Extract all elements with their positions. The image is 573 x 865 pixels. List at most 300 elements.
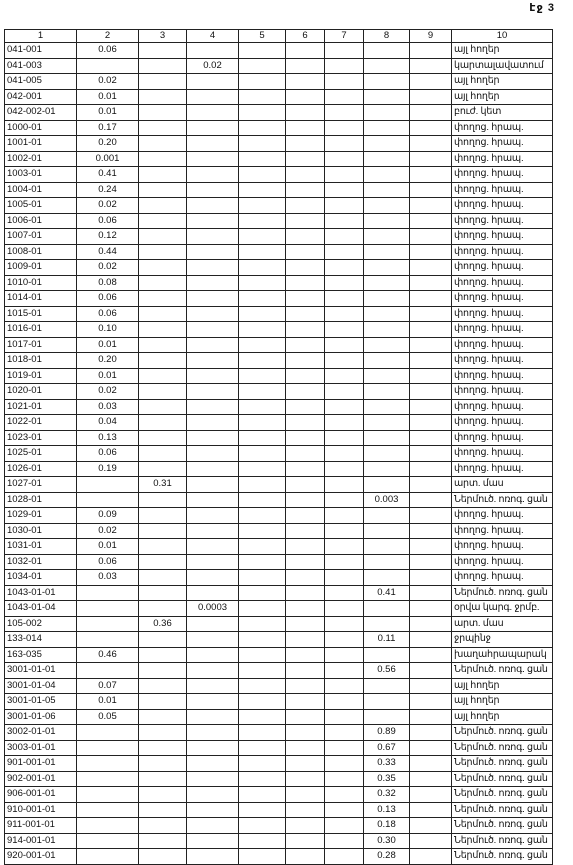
area-cell — [410, 663, 452, 679]
area-cell — [286, 244, 325, 260]
parcel-code-cell: 1027-01 — [5, 477, 77, 493]
parcel-code-cell: 041-003 — [5, 58, 77, 74]
area-cell — [364, 105, 410, 121]
area-cell — [187, 725, 239, 741]
area-cell — [139, 663, 187, 679]
area-cell — [325, 430, 364, 446]
area-cell — [325, 632, 364, 648]
area-cell — [325, 477, 364, 493]
area-cell — [187, 709, 239, 725]
area-cell — [139, 632, 187, 648]
area-cell — [410, 539, 452, 555]
area-cell — [286, 275, 325, 291]
area-cell — [364, 694, 410, 710]
purpose-cell: փողոց. հրապ. — [452, 213, 553, 229]
area-cell — [239, 523, 286, 539]
area-cell — [410, 43, 452, 59]
area-cell — [187, 818, 239, 834]
area-cell — [364, 384, 410, 400]
parcel-code-cell: 1022-01 — [5, 415, 77, 431]
area-cell — [139, 89, 187, 105]
parcel-code-cell: 133-014 — [5, 632, 77, 648]
area-cell — [187, 678, 239, 694]
area-cell: 0.06 — [77, 554, 139, 570]
area-cell: 0.46 — [77, 647, 139, 663]
purpose-cell: փողոց. հրապ. — [452, 415, 553, 431]
area-cell: 0.04 — [77, 415, 139, 431]
area-cell — [139, 430, 187, 446]
area-cell — [139, 105, 187, 121]
area-cell — [239, 306, 286, 322]
area-cell — [239, 89, 286, 105]
area-cell — [77, 787, 139, 803]
area-cell — [187, 647, 239, 663]
area-cell — [286, 771, 325, 787]
area-cell — [286, 229, 325, 245]
area-cell — [187, 306, 239, 322]
area-cell — [239, 353, 286, 369]
table-row — [5, 523, 553, 539]
parcel-code-cell: 1043-01-01 — [5, 585, 77, 601]
area-cell — [364, 291, 410, 307]
parcel-code-cell: 3001-01-06 — [5, 709, 77, 725]
area-cell — [325, 678, 364, 694]
area-cell — [239, 570, 286, 586]
area-cell — [286, 74, 325, 90]
table-row — [5, 384, 553, 400]
area-cell — [239, 771, 286, 787]
area-cell — [410, 570, 452, 586]
area-cell — [139, 461, 187, 477]
area-cell — [239, 833, 286, 849]
area-cell — [77, 477, 139, 493]
area-cell — [410, 415, 452, 431]
parcel-code-cell: 3002-01-01 — [5, 725, 77, 741]
table-body — [5, 43, 553, 865]
purpose-cell: փողոց. հրապ. — [452, 539, 553, 555]
area-cell — [325, 725, 364, 741]
area-cell — [139, 182, 187, 198]
area-cell — [77, 663, 139, 679]
table-row — [5, 74, 553, 90]
area-cell — [239, 647, 286, 663]
parcel-code-cell: 1029-01 — [5, 508, 77, 524]
area-cell — [139, 399, 187, 415]
parcel-code-cell: 1032-01 — [5, 554, 77, 570]
area-cell — [139, 833, 187, 849]
area-cell: 0.06 — [77, 446, 139, 462]
parcel-code-cell: 1016-01 — [5, 322, 77, 338]
parcel-code-cell: 1026-01 — [5, 461, 77, 477]
area-cell — [286, 663, 325, 679]
area-cell: 0.20 — [77, 353, 139, 369]
area-cell — [187, 167, 239, 183]
area-cell — [239, 616, 286, 632]
table-row — [5, 198, 553, 214]
area-cell — [139, 802, 187, 818]
area-cell — [410, 446, 452, 462]
parcel-code-cell: 163-035 — [5, 647, 77, 663]
parcel-code-cell: 1001-01 — [5, 136, 77, 152]
area-cell — [239, 275, 286, 291]
area-cell — [139, 508, 187, 524]
area-cell — [286, 461, 325, 477]
area-cell — [187, 492, 239, 508]
area-cell — [187, 430, 239, 446]
area-cell — [364, 275, 410, 291]
area-cell — [364, 260, 410, 276]
area-cell — [410, 353, 452, 369]
parcel-code-cell: 901-001-01 — [5, 756, 77, 772]
area-cell: 0.02 — [77, 523, 139, 539]
area-cell — [187, 740, 239, 756]
area-cell — [410, 554, 452, 570]
area-cell — [187, 275, 239, 291]
area-cell — [286, 43, 325, 59]
area-cell — [139, 151, 187, 167]
area-cell — [239, 446, 286, 462]
purpose-cell: Ներմուծ. ոռոգ. ցան — [452, 585, 553, 601]
area-cell — [187, 461, 239, 477]
area-cell — [325, 291, 364, 307]
parcel-code-cell: 906-001-01 — [5, 787, 77, 803]
parcel-code-cell: 3003-01-01 — [5, 740, 77, 756]
area-cell — [139, 709, 187, 725]
area-cell: 0.07 — [77, 678, 139, 694]
area-cell — [325, 58, 364, 74]
parcel-code-cell: 3001-01-04 — [5, 678, 77, 694]
area-cell — [187, 43, 239, 59]
area-cell — [139, 554, 187, 570]
table-row — [5, 368, 553, 384]
purpose-cell: Ներմուծ. ոռոգ. ցան — [452, 492, 553, 508]
table-row — [5, 353, 553, 369]
area-cell — [286, 415, 325, 431]
area-cell — [325, 647, 364, 663]
purpose-cell: փողոց. հրապ. — [452, 554, 553, 570]
area-cell — [139, 849, 187, 865]
area-cell — [410, 399, 452, 415]
area-cell — [410, 74, 452, 90]
area-cell — [410, 802, 452, 818]
area-cell — [325, 756, 364, 772]
purpose-cell: փողոց. հրապ. — [452, 167, 553, 183]
area-cell — [325, 787, 364, 803]
area-cell — [187, 89, 239, 105]
area-cell — [410, 756, 452, 772]
area-cell — [364, 601, 410, 617]
table-row — [5, 120, 553, 136]
area-cell: 0.03 — [77, 570, 139, 586]
area-cell — [364, 198, 410, 214]
area-cell — [187, 616, 239, 632]
area-cell: 0.13 — [77, 430, 139, 446]
area-cell — [364, 43, 410, 59]
area-cell — [139, 198, 187, 214]
area-cell — [364, 508, 410, 524]
area-cell — [187, 74, 239, 90]
area-cell — [364, 353, 410, 369]
area-cell — [325, 663, 364, 679]
area-cell — [139, 260, 187, 276]
area-cell — [364, 399, 410, 415]
area-cell — [139, 725, 187, 741]
purpose-cell: այլ հողեր — [452, 709, 553, 725]
purpose-cell: այլ հողեր — [452, 89, 553, 105]
area-cell — [239, 818, 286, 834]
area-cell — [187, 554, 239, 570]
area-cell: 0.36 — [139, 616, 187, 632]
table-row — [5, 818, 553, 834]
area-cell: 0.01 — [77, 105, 139, 121]
table-row — [5, 771, 553, 787]
area-cell — [187, 322, 239, 338]
area-cell — [139, 415, 187, 431]
purpose-cell: փողոց. հրապ. — [452, 151, 553, 167]
purpose-cell: Ներմուծ. ոռոգ. ցան — [452, 740, 553, 756]
area-cell — [139, 678, 187, 694]
area-cell — [410, 275, 452, 291]
area-cell: 0.17 — [77, 120, 139, 136]
area-cell — [187, 260, 239, 276]
area-cell — [325, 585, 364, 601]
area-cell: 0.13 — [364, 802, 410, 818]
area-cell — [286, 89, 325, 105]
area-cell — [325, 353, 364, 369]
area-cell — [139, 275, 187, 291]
parcel-code-cell: 1021-01 — [5, 399, 77, 415]
purpose-cell: փողոց. հրապ. — [452, 229, 553, 245]
area-cell — [286, 833, 325, 849]
area-cell — [410, 771, 452, 787]
area-cell: 0.41 — [364, 585, 410, 601]
area-cell — [364, 477, 410, 493]
area-cell — [325, 849, 364, 865]
area-cell — [410, 787, 452, 803]
area-cell — [187, 198, 239, 214]
area-cell — [139, 167, 187, 183]
area-cell: 0.31 — [139, 477, 187, 493]
area-cell — [286, 136, 325, 152]
area-cell — [364, 570, 410, 586]
parcel-code-cell: 1015-01 — [5, 306, 77, 322]
area-cell — [139, 58, 187, 74]
area-cell — [364, 322, 410, 338]
area-cell — [364, 446, 410, 462]
area-cell — [410, 508, 452, 524]
area-cell — [139, 291, 187, 307]
parcel-code-cell: 1010-01 — [5, 275, 77, 291]
area-cell — [410, 585, 452, 601]
area-cell — [239, 136, 286, 152]
purpose-cell: փողոց. հրապ. — [452, 260, 553, 276]
area-cell — [325, 275, 364, 291]
purpose-cell: արտ. մաս — [452, 616, 553, 632]
column-header-4: 4 — [187, 30, 239, 43]
area-cell — [139, 523, 187, 539]
table-row — [5, 849, 553, 865]
area-cell — [325, 415, 364, 431]
purpose-cell: փողոց. հրապ. — [452, 430, 553, 446]
area-cell — [286, 446, 325, 462]
area-cell — [77, 601, 139, 617]
area-cell — [410, 492, 452, 508]
area-cell — [364, 136, 410, 152]
purpose-cell: Ներմուծ. ոռոգ. ցան — [452, 802, 553, 818]
parcel-code-cell: 042-002-01 — [5, 105, 77, 121]
area-cell — [286, 120, 325, 136]
area-cell — [325, 89, 364, 105]
parcel-code-cell: 3001-01-01 — [5, 663, 77, 679]
area-cell — [325, 337, 364, 353]
table-row — [5, 756, 553, 772]
area-cell — [239, 601, 286, 617]
area-cell — [325, 399, 364, 415]
area-cell — [77, 616, 139, 632]
area-cell — [239, 663, 286, 679]
area-cell — [325, 523, 364, 539]
area-cell — [410, 244, 452, 260]
purpose-cell: փողոց. հրապ. — [452, 275, 553, 291]
table-row — [5, 415, 553, 431]
area-cell — [325, 554, 364, 570]
area-cell — [139, 570, 187, 586]
table-row — [5, 663, 553, 679]
area-cell — [286, 492, 325, 508]
area-cell — [239, 415, 286, 431]
area-cell — [410, 322, 452, 338]
area-cell — [364, 244, 410, 260]
purpose-cell: ջրպինջ — [452, 632, 553, 648]
area-cell — [239, 632, 286, 648]
area-cell — [139, 74, 187, 90]
area-cell — [364, 120, 410, 136]
parcel-code-cell: 1031-01 — [5, 539, 77, 555]
area-cell — [364, 554, 410, 570]
table-row — [5, 787, 553, 803]
area-cell — [364, 523, 410, 539]
parcel-code-cell: 041-001 — [5, 43, 77, 59]
area-cell: 0.06 — [77, 43, 139, 59]
area-cell — [239, 74, 286, 90]
area-cell — [286, 353, 325, 369]
area-cell — [286, 306, 325, 322]
table-row — [5, 151, 553, 167]
area-cell — [239, 384, 286, 400]
table-row — [5, 167, 553, 183]
area-cell — [187, 105, 239, 121]
area-cell: 0.02 — [187, 58, 239, 74]
area-cell — [364, 539, 410, 555]
purpose-cell: փողոց. հրապ. — [452, 399, 553, 415]
purpose-cell: Ներմուծ. ոռոգ. ցան — [452, 818, 553, 834]
area-cell: 0.89 — [364, 725, 410, 741]
area-cell — [239, 508, 286, 524]
area-cell — [410, 694, 452, 710]
purpose-cell: փողոց. հրապ. — [452, 291, 553, 307]
table-row — [5, 539, 553, 555]
area-cell — [77, 756, 139, 772]
area-cell — [187, 244, 239, 260]
area-cell — [239, 678, 286, 694]
area-cell — [77, 632, 139, 648]
column-header-8: 8 — [364, 30, 410, 43]
area-cell — [325, 384, 364, 400]
area-cell — [139, 492, 187, 508]
area-cell — [286, 213, 325, 229]
area-cell: 0.01 — [77, 337, 139, 353]
area-cell — [286, 678, 325, 694]
area-cell — [364, 461, 410, 477]
purpose-cell: փողոց. հրապ. — [452, 306, 553, 322]
column-header-10: 10 — [452, 30, 553, 43]
area-cell: 0.0003 — [187, 601, 239, 617]
purpose-cell: Ներմուծ. ոռոգ. ցան — [452, 663, 553, 679]
area-cell — [239, 182, 286, 198]
area-cell — [286, 585, 325, 601]
area-cell — [77, 725, 139, 741]
area-cell — [239, 105, 286, 121]
purpose-cell: փողոց. հրապ. — [452, 120, 553, 136]
area-cell — [325, 105, 364, 121]
parcel-code-cell: 1023-01 — [5, 430, 77, 446]
area-cell — [187, 353, 239, 369]
area-cell — [139, 213, 187, 229]
area-cell — [410, 709, 452, 725]
area-cell — [325, 260, 364, 276]
area-cell — [410, 368, 452, 384]
area-cell — [286, 756, 325, 772]
area-cell: 0.06 — [77, 213, 139, 229]
area-cell — [139, 601, 187, 617]
area-cell: 0.11 — [364, 632, 410, 648]
area-cell — [139, 446, 187, 462]
area-cell — [187, 368, 239, 384]
parcel-code-cell: 910-001-01 — [5, 802, 77, 818]
area-cell — [410, 833, 452, 849]
area-cell: 0.44 — [77, 244, 139, 260]
area-cell — [410, 167, 452, 183]
parcel-code-cell: 1034-01 — [5, 570, 77, 586]
area-cell — [364, 229, 410, 245]
purpose-cell: Ներմուծ. ոռոգ. ցան — [452, 849, 553, 865]
area-cell — [364, 647, 410, 663]
area-cell: 0.02 — [77, 74, 139, 90]
area-cell — [239, 477, 286, 493]
purpose-cell: խաղահրապարակ — [452, 647, 553, 663]
area-cell — [239, 849, 286, 865]
area-cell — [187, 523, 239, 539]
area-cell: 0.35 — [364, 771, 410, 787]
parcel-code-cell: 1043-01-04 — [5, 601, 77, 617]
table-row — [5, 244, 553, 260]
area-cell — [187, 771, 239, 787]
area-cell: 0.01 — [77, 368, 139, 384]
area-cell — [286, 570, 325, 586]
area-cell — [139, 787, 187, 803]
area-cell: 0.56 — [364, 663, 410, 679]
table-row — [5, 229, 553, 245]
area-cell — [239, 167, 286, 183]
area-cell: 0.10 — [77, 322, 139, 338]
parcel-code-cell: 1007-01 — [5, 229, 77, 245]
area-cell — [364, 151, 410, 167]
area-cell: 0.24 — [77, 182, 139, 198]
area-cell — [139, 694, 187, 710]
area-cell — [286, 740, 325, 756]
area-cell — [410, 58, 452, 74]
table-row — [5, 477, 553, 493]
